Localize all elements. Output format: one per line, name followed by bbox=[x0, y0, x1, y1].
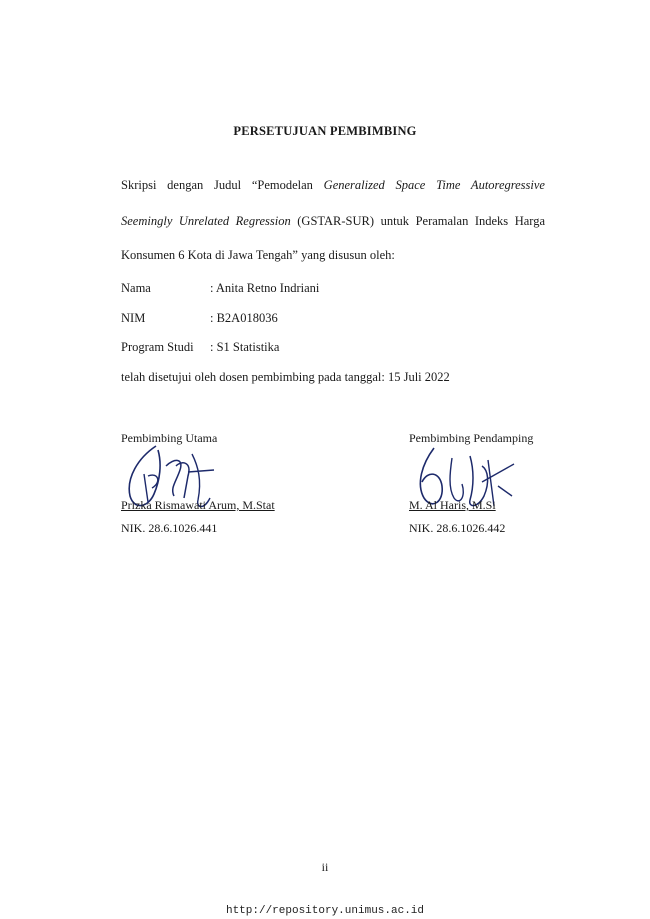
field-label-program-studi: Program Studi bbox=[121, 340, 194, 354]
intro-line-2 bbox=[121, 214, 545, 229]
field-label-nama: Nama bbox=[121, 281, 151, 295]
intro-italic-title: Generalized Space Time Autoregressive bbox=[323, 178, 545, 192]
advisor-co-name: M. Al Haris, M.Si bbox=[409, 498, 496, 512]
intro-italic-title-cont: Seemingly Unrelated Regression bbox=[121, 214, 291, 228]
footer-url[interactable]: http://repository.unimus.ac.id bbox=[225, 905, 425, 917]
advisor-co-nik: NIK. 28.6.1026.442 bbox=[409, 521, 506, 535]
advisor-main-role: Pembimbing Utama bbox=[121, 431, 218, 445]
field-value-program-studi: : S1 Statistika bbox=[210, 340, 280, 354]
intro-line-3: Konsumen 6 Kota di Jawa Tengah” yang disusun oleh: bbox=[121, 248, 395, 262]
advisor-co-role: Pembimbing Pendamping bbox=[409, 431, 534, 445]
field-value-nim: : B2A018036 bbox=[210, 311, 278, 325]
field-label-nim: NIM bbox=[121, 311, 146, 325]
intro-text: Skripsi dengan Judul “Pemodelan bbox=[121, 178, 324, 192]
approval-statement: telah disetujui oleh dosen pembimbing pada tanggal: 15 Juli 2022 bbox=[121, 370, 450, 384]
intro-line-1 bbox=[121, 178, 545, 193]
intro-text-cont: (GSTAR-SUR) untuk Peramalan Indeks Harga bbox=[290, 214, 546, 228]
advisor-main-name: Prizka Rismawati Arum, M.Stat bbox=[121, 498, 275, 512]
advisor-main-nik: NIK. 28.6.1026.441 bbox=[121, 521, 218, 535]
field-value-nama: : Anita Retno Indriani bbox=[210, 281, 320, 295]
page-number: ii bbox=[321, 860, 329, 874]
page-title: PERSETUJUAN PEMBIMBING bbox=[233, 124, 417, 138]
